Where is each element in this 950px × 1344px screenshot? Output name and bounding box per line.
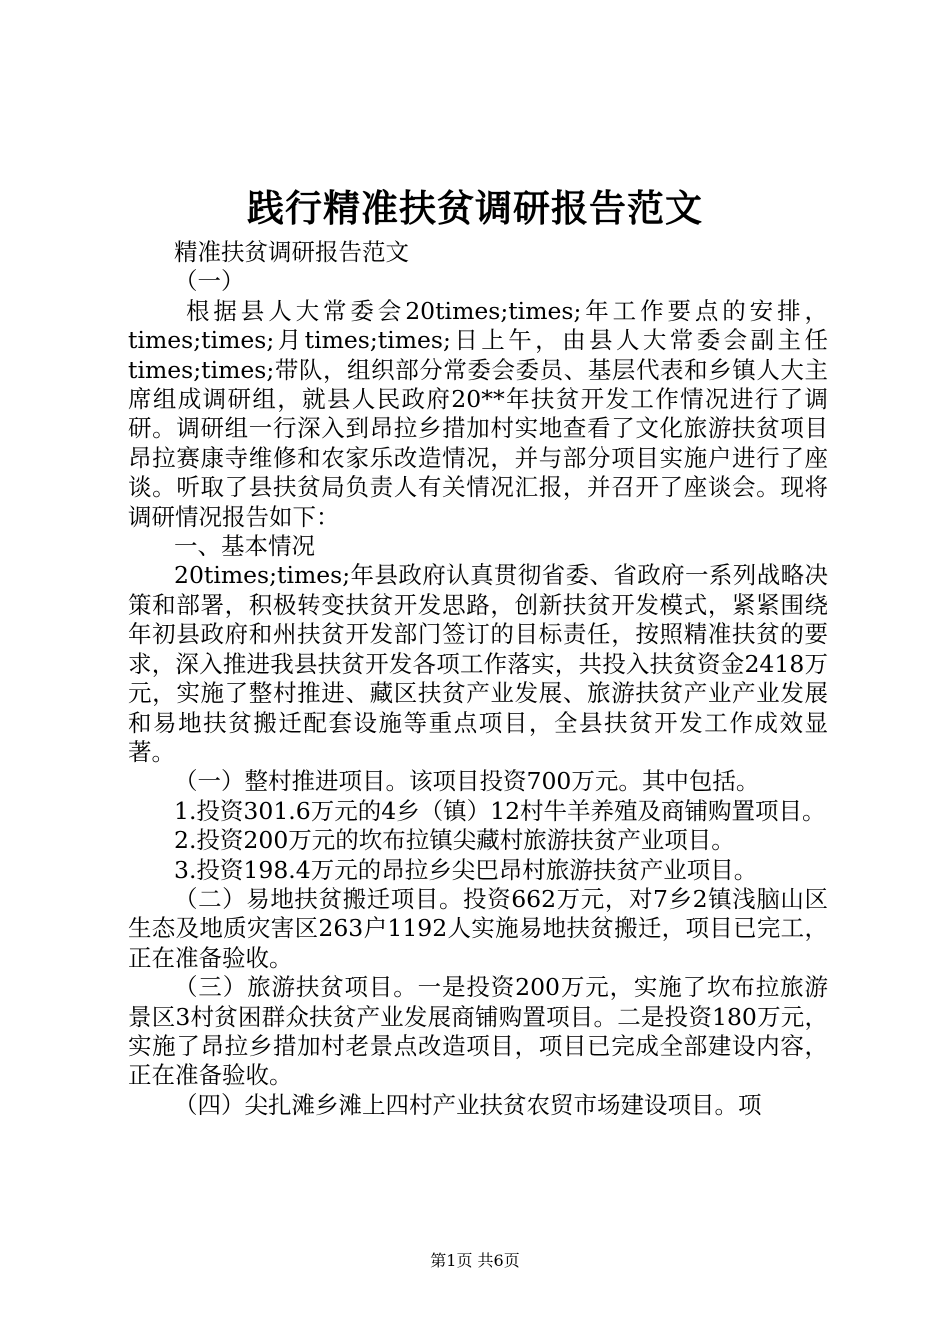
subtitle-paragraph: 精准扶贫调研报告范文 bbox=[174, 238, 409, 266]
document-body bbox=[128, 238, 828, 1120]
item-paragraph-1-1: 1.投资301.6万元的4乡（镇）12村牛羊养殖及商铺购置项目。 bbox=[174, 796, 826, 825]
page-footer: 第1页 共6页 bbox=[430, 1251, 520, 1270]
intro-paragraph: 根据县人大常委会20times;times;年工作要点的安排，times;times;月times;times;日上午，由县人大常委会副主任times;times;带队，组织部分常委会委员、基层代表和乡镇人大主席组成调研组，就县人民政府20**年扶贫开发工作情况进行了调研。调研组一行深入到昂拉乡措加村实地查看了文化旅游扶贫项目昂拉赛康寺维修和农家乐改造情况，并与部分项目实施户进行了座谈。听取了县扶贫局负责人有关情况汇报，并召开了座谈会。现将调研情况报告如下： bbox=[128, 296, 828, 531]
item-paragraph-1-3: 3.投资198.4万元的昂拉乡尖巴昂村旅游扶贫产业项目。 bbox=[174, 855, 758, 884]
overview-paragraph: 20times;times;年县政府认真贯彻省委、省政府一系列战略决策和部署，积极转变扶贫开发思路，创新扶贫开发模式，紧紧围绕年初县政府和州扶贫开发部门签订的目标责任，按照精准扶贫的要求，深入推进我县扶贫开发各项工作落实，共投入扶贫资金2418万元，实施了整村推进、藏区扶贫产业发展、旅游扶贫产业产业发展和易地扶贫搬迁配套设施等重点项目，全县扶贫开发工作成效显著。 bbox=[128, 561, 828, 766]
item-paragraph-1: （一）整村推进项目。该项目投资700万元。其中包括。 bbox=[174, 767, 760, 796]
item-paragraph-2: （二）易地扶贫搬迁项目。投资662万元，对7乡2镇浅脑山区生态及地质灾害区263户1192人实施易地扶贫搬迁，项目已完工，正在准备验收。 bbox=[128, 884, 828, 972]
item-paragraph-3: （三）旅游扶贫项目。一是投资200万元，实施了坎布拉旅游景区3村贫困群众扶贫产业发展商铺购置项目。二是投资180万元，实施了昂拉乡措加村老景点改造项目，项目已完成全部建设内容，正在准备验收。 bbox=[128, 973, 828, 1090]
item-paragraph-1-2: 2.投资200万元的坎布拉镇尖藏村旅游扶贫产业项目。 bbox=[174, 826, 735, 855]
section-heading-basic: 一、基本情况 bbox=[174, 532, 315, 561]
document-title: 践行精准扶贫调研报告范文 bbox=[247, 186, 703, 230]
section-marker: （一） bbox=[174, 267, 245, 296]
item-paragraph-4: （四）尖扎滩乡滩上四村产业扶贫农贸市场建设项目。项 bbox=[174, 1090, 762, 1119]
